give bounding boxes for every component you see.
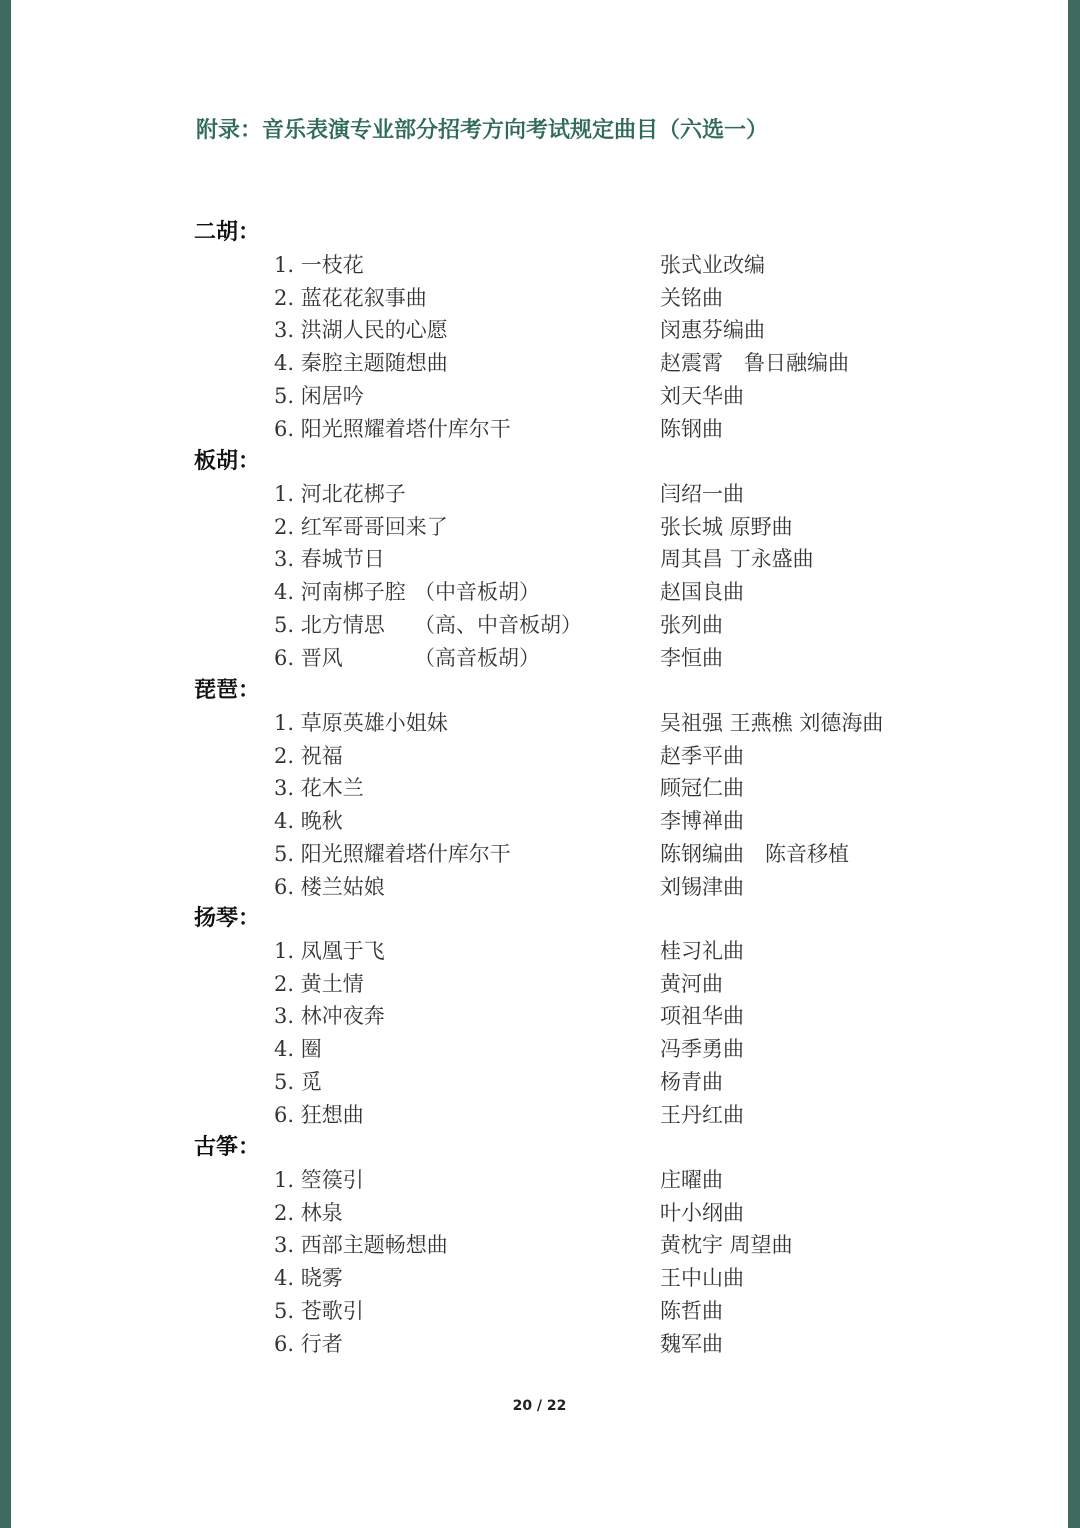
list-item — [11, 576, 1068, 608]
list-item — [11, 1295, 1068, 1327]
piece-title: 4. 河南梆子腔 — [274, 580, 406, 605]
piece-title: 3. 西部主题畅想曲 — [274, 1233, 448, 1258]
composer: 魏军曲 — [660, 1331, 723, 1356]
piece-title: 4. 秦腔主题随想曲 — [274, 351, 448, 376]
list-item — [11, 772, 1068, 804]
list-item — [11, 1066, 1068, 1098]
composer: 张长城 原野曲 — [660, 514, 793, 539]
composer: 黄枕宇 周望曲 — [660, 1233, 793, 1258]
composer: 王丹红曲 — [660, 1102, 744, 1127]
piece-title: 2. 蓝花花叙事曲 — [274, 285, 427, 310]
composer: 王中山曲 — [660, 1266, 744, 1291]
piece-title: 5. 苍歌引 — [274, 1298, 364, 1323]
list-item — [11, 1262, 1068, 1294]
piece-title: 4. 圈 — [274, 1037, 322, 1062]
list-item — [11, 609, 1068, 641]
piece-title: 3. 林冲夜奔 — [274, 1004, 385, 1029]
composer: 李恒曲 — [660, 645, 723, 670]
piece-title: 3. 春城节日 — [274, 547, 385, 572]
list-item — [11, 1000, 1068, 1032]
instrument-heading: 板胡： — [194, 449, 261, 474]
list-item — [11, 1164, 1068, 1196]
list-item — [11, 1229, 1068, 1261]
list-item — [11, 805, 1068, 837]
piece-note: （中音板胡） — [414, 580, 540, 605]
instrument-heading: 二胡： — [194, 220, 261, 245]
composer: 杨青曲 — [660, 1069, 723, 1094]
piece-title: 6. 狂想曲 — [274, 1102, 364, 1127]
instrument-heading: 扬琴： — [194, 906, 261, 931]
list-item — [11, 380, 1068, 412]
page-title: 附录：音乐表演专业部分招考方向考试规定曲目（六选一） — [196, 118, 769, 143]
list-item — [11, 707, 1068, 739]
piece-title: 1. 凤凰于飞 — [274, 939, 385, 963]
page-number: 20 / 22 — [512, 1398, 567, 1414]
list-item — [11, 1099, 1068, 1131]
composer: 庄曜曲 — [660, 1168, 723, 1192]
list-item — [11, 249, 1068, 281]
composer: 关铭曲 — [660, 285, 723, 310]
composer: 闵惠芬编曲 — [660, 318, 765, 343]
list-item — [11, 413, 1068, 445]
piece-title: 4. 晚秋 — [274, 809, 343, 834]
composer: 冯季勇曲 — [660, 1037, 744, 1062]
piece-title: 6. 行者 — [274, 1331, 343, 1356]
piece-title: 5. 觅 — [274, 1069, 322, 1094]
list-item — [11, 871, 1068, 903]
list-item — [11, 1197, 1068, 1229]
list-item — [11, 968, 1068, 1000]
list-item — [11, 511, 1068, 543]
list-item — [11, 314, 1068, 346]
list-item — [11, 642, 1068, 674]
piece-note: （高、中音板胡） — [414, 612, 582, 637]
piece-title: 1. 草原英雄小姐妹 — [274, 711, 448, 735]
list-item — [11, 1328, 1068, 1360]
composer: 陈哲曲 — [660, 1298, 723, 1323]
list-item — [11, 1033, 1068, 1065]
composer: 陈钢编曲 陈音移植 — [660, 841, 849, 866]
piece-title: 1. 箜篌引 — [274, 1168, 364, 1192]
piece-title: 2. 祝福 — [274, 743, 343, 768]
composer: 叶小纲曲 — [660, 1200, 744, 1225]
list-item — [11, 543, 1068, 575]
composer: 赵震霄 鲁日融编曲 — [660, 351, 849, 376]
composer: 黄河曲 — [660, 971, 723, 996]
list-item — [11, 282, 1068, 314]
piece-title: 1. 河北花梆子 — [274, 482, 406, 506]
piece-title: 2. 林泉 — [274, 1200, 343, 1225]
piece-title: 6. 阳光照耀着塔什库尔干 — [274, 416, 511, 441]
piece-title: 3. 花木兰 — [274, 776, 364, 801]
piece-title: 5. 闲居吟 — [274, 383, 364, 408]
composer: 刘天华曲 — [660, 383, 744, 408]
list-item — [11, 740, 1068, 772]
composer: 周其昌 丁永盛曲 — [660, 547, 814, 572]
composer: 顾冠仁曲 — [660, 776, 744, 801]
composer: 桂习礼曲 — [660, 939, 744, 963]
piece-title: 5. 北方情思 — [274, 612, 385, 637]
composer: 李博禅曲 — [660, 809, 744, 834]
list-item — [11, 838, 1068, 870]
composer: 吴祖强 王燕樵 刘德海曲 — [660, 711, 884, 735]
list-item — [11, 935, 1068, 967]
piece-title: 2. 黄土情 — [274, 971, 364, 996]
piece-title: 1. 一枝花 — [274, 253, 364, 277]
composer: 张列曲 — [660, 612, 723, 637]
composer: 刘锡津曲 — [660, 874, 744, 899]
piece-note: （高音板胡） — [414, 645, 540, 670]
piece-title: 5. 阳光照耀着塔什库尔干 — [274, 841, 511, 866]
piece-title: 2. 红军哥哥回来了 — [274, 514, 448, 539]
piece-title: 4. 晓雾 — [274, 1266, 343, 1291]
composer: 项祖华曲 — [660, 1004, 744, 1029]
piece-title: 6. 晋风 — [274, 645, 343, 670]
list-item — [11, 478, 1068, 510]
composer: 闫绍一曲 — [660, 482, 744, 506]
instrument-heading: 古筝： — [194, 1135, 261, 1160]
composer: 张式业改编 — [660, 253, 765, 277]
piece-title: 3. 洪湖人民的心愿 — [274, 318, 448, 343]
composer: 赵国良曲 — [660, 580, 744, 605]
instrument-heading: 琵琶： — [194, 678, 261, 703]
piece-title: 6. 楼兰姑娘 — [274, 874, 385, 899]
composer: 赵季平曲 — [660, 743, 744, 768]
list-item — [11, 347, 1068, 379]
document-page — [11, 0, 1068, 1528]
composer: 陈钢曲 — [660, 416, 723, 441]
